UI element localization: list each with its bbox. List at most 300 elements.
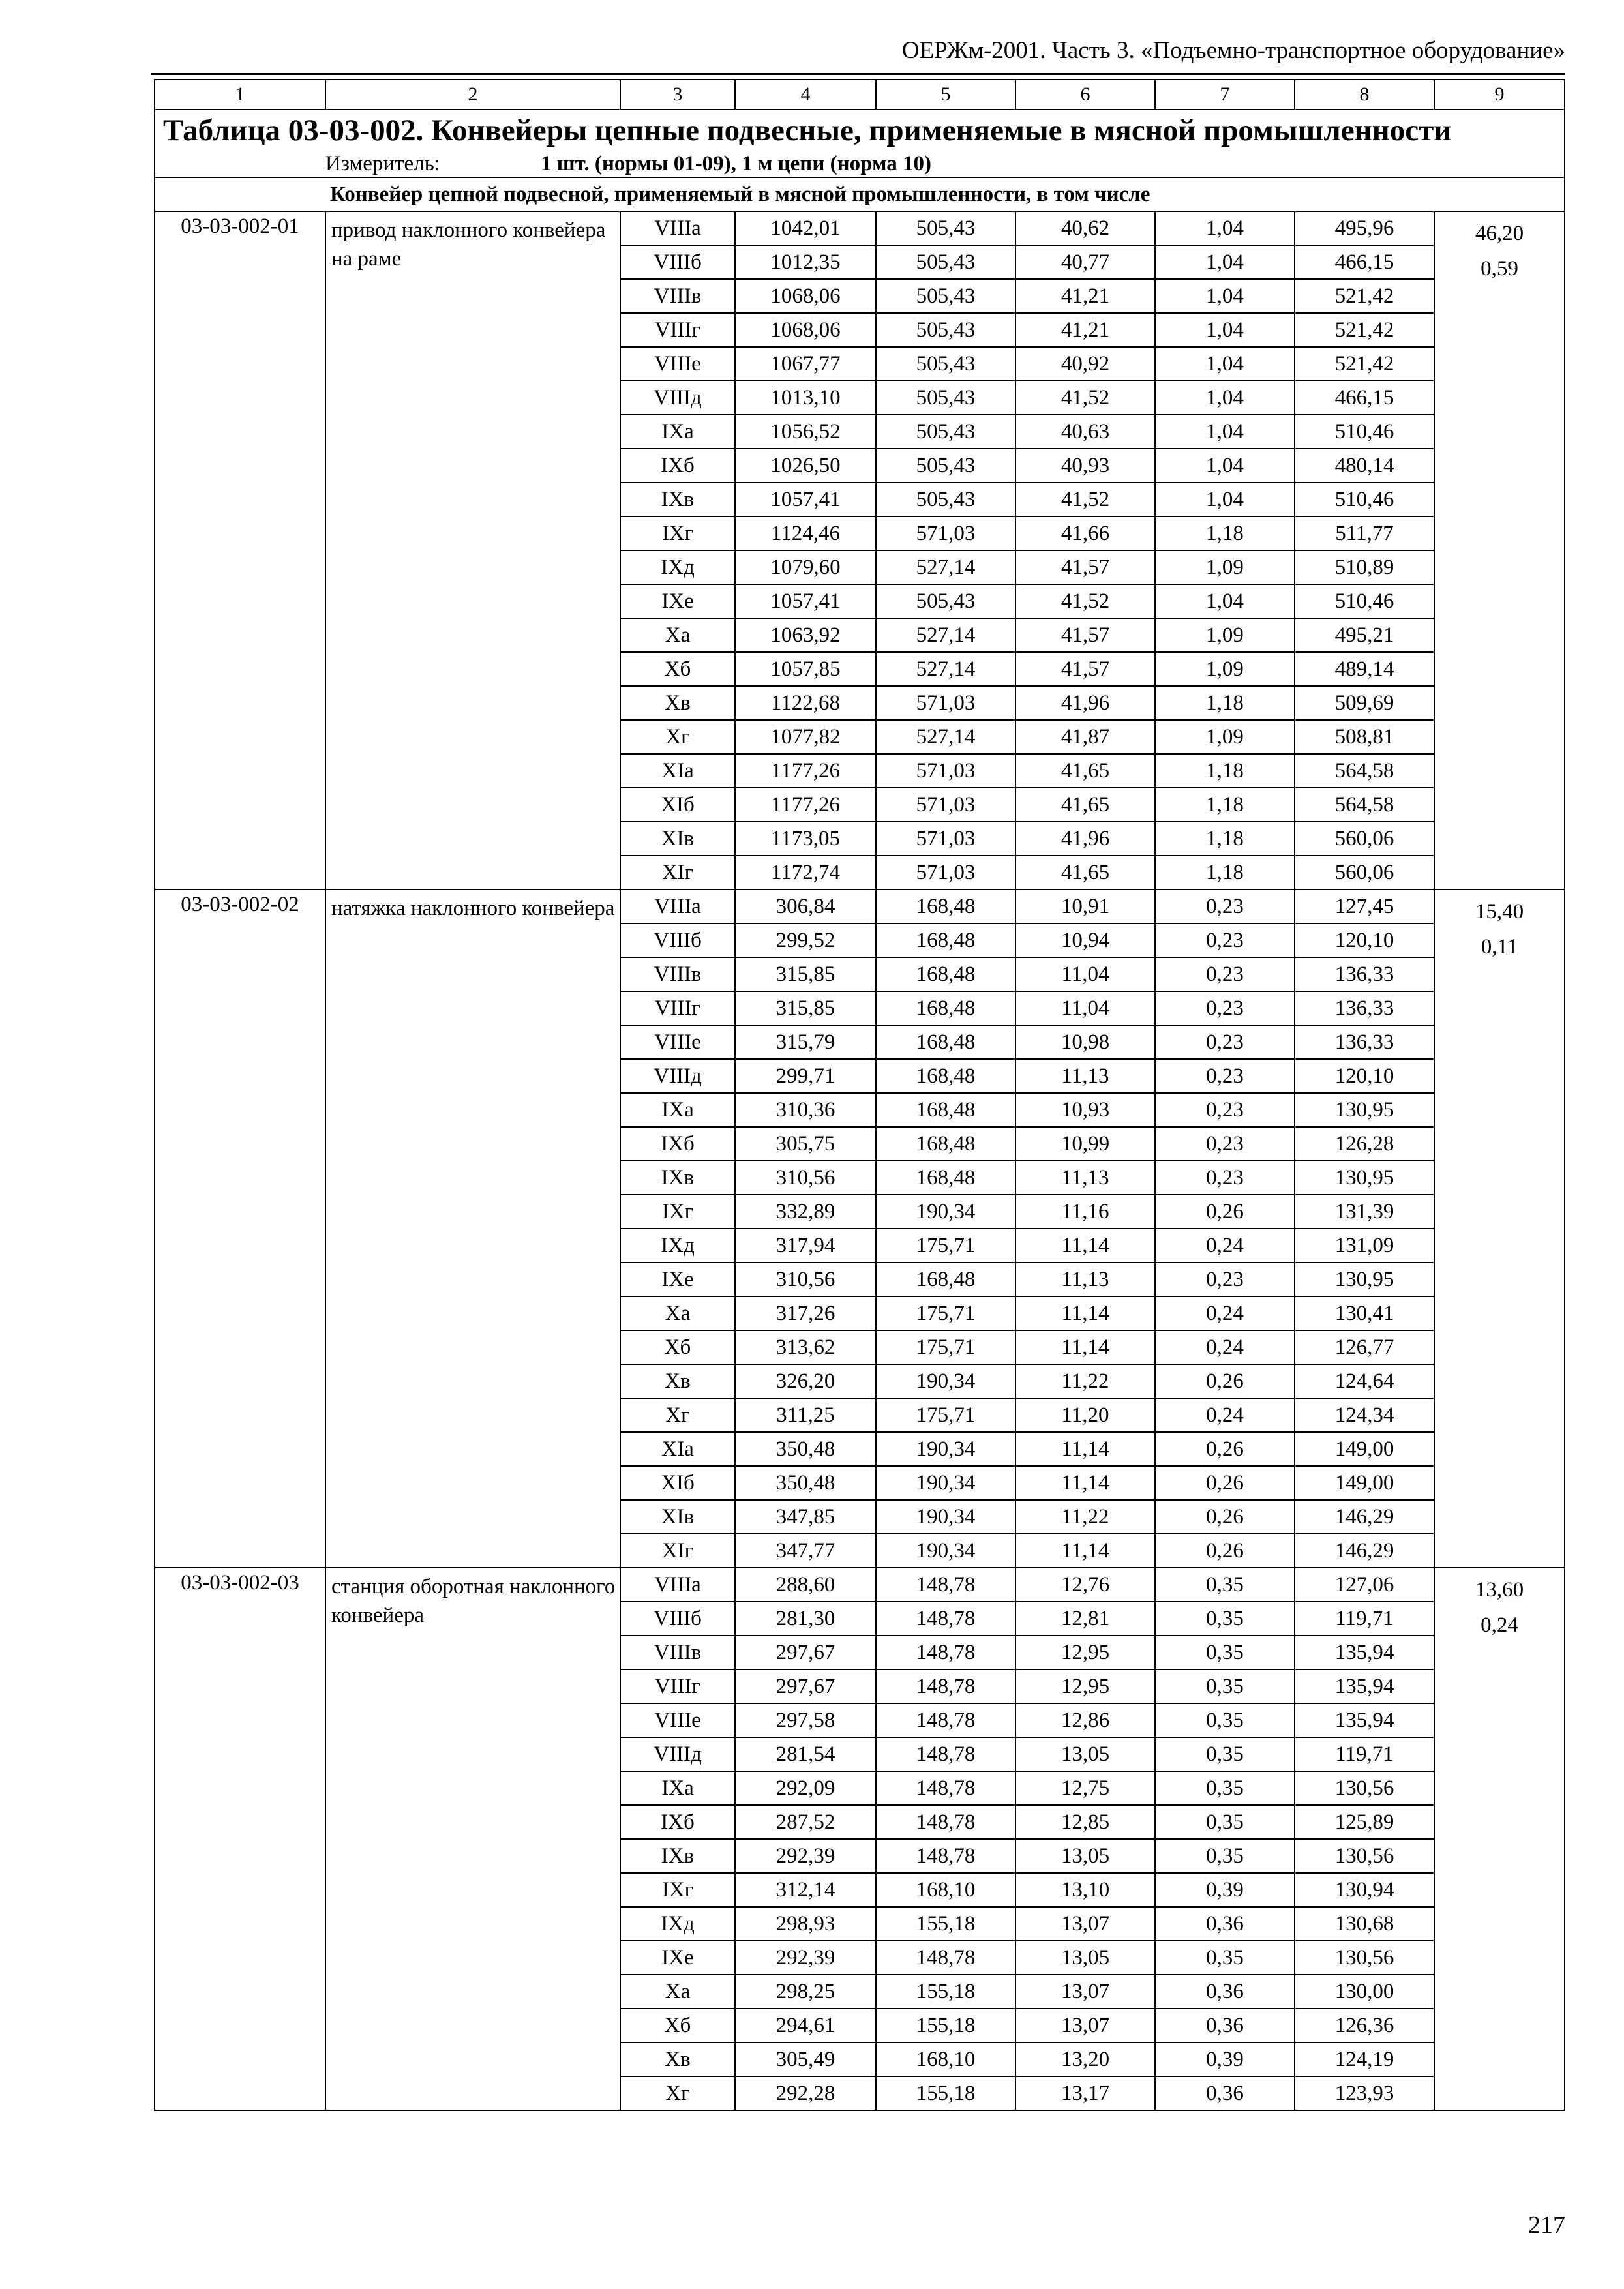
zone-cell: VIIIг [620, 313, 735, 347]
table-row [155, 1568, 1565, 1602]
value-col6: 11,04 [1015, 957, 1155, 991]
value-col7: 0,35 [1155, 1805, 1295, 1839]
zone-cell: IXв [620, 483, 735, 516]
value-col5: 148,78 [876, 1805, 1015, 1839]
header-rule [151, 73, 1565, 75]
value-col7: 0,23 [1155, 1161, 1295, 1195]
zone-cell: VIIIг [620, 1669, 735, 1703]
value-col4: 1042,01 [735, 211, 876, 245]
value-col6: 41,96 [1015, 686, 1155, 720]
value-col4: 1173,05 [735, 822, 876, 856]
value-col8: 510,46 [1295, 584, 1434, 618]
value-col8: 149,00 [1295, 1466, 1434, 1500]
value-col5: 148,78 [876, 1636, 1015, 1669]
value-col4: 298,25 [735, 1975, 876, 2009]
value-col4: 317,26 [735, 1296, 876, 1330]
value-col6: 40,62 [1015, 211, 1155, 245]
value-col6: 12,81 [1015, 1602, 1155, 1636]
value-col6: 41,52 [1015, 381, 1155, 415]
value-col7: 0,26 [1155, 1500, 1295, 1534]
value-col7: 0,35 [1155, 1839, 1295, 1873]
value-col4: 315,85 [735, 991, 876, 1025]
value-col4: 347,85 [735, 1500, 876, 1534]
zone-cell: XIв [620, 1500, 735, 1534]
zone-cell: IXд [620, 1229, 735, 1263]
value-col6: 12,85 [1015, 1805, 1155, 1839]
norm-name: привод наклонного конвейера на раме [325, 211, 620, 890]
value-col8: 126,36 [1295, 2009, 1434, 2042]
value-col8: 136,33 [1295, 1025, 1434, 1059]
value-col5: 168,10 [876, 1873, 1015, 1907]
value-col5: 168,48 [876, 890, 1015, 923]
value-col7: 1,04 [1155, 245, 1295, 279]
value-col8: 119,71 [1295, 1737, 1434, 1771]
zone-cell: Xб [620, 652, 735, 686]
value-col4: 1079,60 [735, 550, 876, 584]
value-col5: 148,78 [876, 1839, 1015, 1873]
zone-cell: VIIIе [620, 347, 735, 381]
value-col4: 1172,74 [735, 856, 876, 890]
value-col6: 13,05 [1015, 1839, 1155, 1873]
zone-cell: VIIIб [620, 923, 735, 957]
value-col4: 306,84 [735, 890, 876, 923]
value-col6: 13,17 [1015, 2076, 1155, 2110]
value-col8: 130,68 [1295, 1907, 1434, 1941]
column-number: 8 [1295, 80, 1434, 110]
value-col8: 135,94 [1295, 1669, 1434, 1703]
value-col4: 292,09 [735, 1771, 876, 1805]
value-col8: 508,81 [1295, 720, 1434, 754]
value-col7: 0,26 [1155, 1195, 1295, 1229]
zone-cell: VIIIв [620, 1636, 735, 1669]
value-col6: 12,75 [1015, 1771, 1155, 1805]
value-col7: 0,24 [1155, 1296, 1295, 1330]
page-header: ОЕРЖм-2001. Часть 3. «Подъемно-транспортное оборудование» [901, 37, 1565, 64]
value-col4: 297,67 [735, 1669, 876, 1703]
value-col4: 350,48 [735, 1466, 876, 1500]
zone-cell: VIIIе [620, 1703, 735, 1737]
value-col6: 11,14 [1015, 1466, 1155, 1500]
column-number: 6 [1015, 80, 1155, 110]
value-col5: 148,78 [876, 1602, 1015, 1636]
value-col5: 190,34 [876, 1432, 1015, 1466]
value-col4: 310,56 [735, 1161, 876, 1195]
zone-cell: VIIIд [620, 381, 735, 415]
value-col4: 1013,10 [735, 381, 876, 415]
value-col5: 571,03 [876, 516, 1015, 550]
value-col5: 527,14 [876, 618, 1015, 652]
value-col7: 1,04 [1155, 279, 1295, 313]
value-col4: 292,28 [735, 2076, 876, 2110]
value-col5: 190,34 [876, 1466, 1015, 1500]
value-col7: 0,35 [1155, 1602, 1295, 1636]
zone-cell: XIв [620, 822, 735, 856]
value-col6: 41,57 [1015, 550, 1155, 584]
value-col7: 0,35 [1155, 1771, 1295, 1805]
value-col5: 505,43 [876, 313, 1015, 347]
column-number: 5 [876, 80, 1015, 110]
zone-cell: XIг [620, 856, 735, 890]
value-col7: 0,26 [1155, 1466, 1295, 1500]
value-col8: 135,94 [1295, 1636, 1434, 1669]
value-col5: 148,78 [876, 1771, 1015, 1805]
value-col8: 521,42 [1295, 313, 1434, 347]
value-col8: 130,56 [1295, 1839, 1434, 1873]
value-col7: 0,23 [1155, 1025, 1295, 1059]
value-col8: 564,58 [1295, 754, 1434, 788]
value-col8: 466,15 [1295, 381, 1434, 415]
value-col7: 1,18 [1155, 856, 1295, 890]
value-col4: 297,58 [735, 1703, 876, 1737]
value-col4: 288,60 [735, 1568, 876, 1602]
zone-cell: VIIIа [620, 890, 735, 923]
value-col8: 466,15 [1295, 245, 1434, 279]
value-col7: 0,24 [1155, 1398, 1295, 1432]
value-col8: 130,00 [1295, 1975, 1434, 2009]
value-col4: 317,94 [735, 1229, 876, 1263]
value-col4: 332,89 [735, 1195, 876, 1229]
value-col4: 281,54 [735, 1737, 876, 1771]
value-col8: 136,33 [1295, 957, 1434, 991]
value-col5: 190,34 [876, 1534, 1015, 1568]
value-col7: 1,04 [1155, 313, 1295, 347]
value-col8: 130,56 [1295, 1941, 1434, 1975]
value-col8: 126,77 [1295, 1330, 1434, 1364]
value-col4: 292,39 [735, 1941, 876, 1975]
value-col7: 0,35 [1155, 1703, 1295, 1737]
value-col4: 350,48 [735, 1432, 876, 1466]
value-col5: 175,71 [876, 1296, 1015, 1330]
zone-cell: IXв [620, 1839, 735, 1873]
value-col8: 127,06 [1295, 1568, 1434, 1602]
value-col5: 175,71 [876, 1229, 1015, 1263]
value-col8: 495,21 [1295, 618, 1434, 652]
value-col8: 130,95 [1295, 1263, 1434, 1296]
value-col5: 505,43 [876, 381, 1015, 415]
value-col8: 127,45 [1295, 890, 1434, 923]
value-col9 [1434, 890, 1565, 1568]
value-col8: 120,10 [1295, 1059, 1434, 1093]
value-col4: 1012,35 [735, 245, 876, 279]
value-col8: 560,06 [1295, 822, 1434, 856]
value-col5: 168,48 [876, 1161, 1015, 1195]
zone-cell: IXг [620, 1873, 735, 1907]
zone-cell: VIIIб [620, 245, 735, 279]
value-col4: 326,20 [735, 1364, 876, 1398]
zone-cell: VIIIд [620, 1737, 735, 1771]
value-col4: 287,52 [735, 1805, 876, 1839]
zone-cell: Xб [620, 1330, 735, 1364]
value-col8: 130,94 [1295, 1873, 1434, 1907]
value-col7: 1,09 [1155, 720, 1295, 754]
value-col8: 124,19 [1295, 2042, 1434, 2076]
zone-cell: Xа [620, 1975, 735, 2009]
value-col7: 0,26 [1155, 1364, 1295, 1398]
value-col8: 521,42 [1295, 279, 1434, 313]
table-title: Таблица 03-03-002. Конвейеры цепные подвесные, применяемые в мясной промышленности [155, 110, 1565, 151]
section-heading: Конвейер цепной подвесной, применяемый в мясной промышленности, в том числе [155, 177, 1565, 211]
value-col7: 1,04 [1155, 381, 1295, 415]
value-col7: 1,09 [1155, 618, 1295, 652]
value-col4: 1063,92 [735, 618, 876, 652]
value-col4: 311,25 [735, 1398, 876, 1432]
value-col7: 0,35 [1155, 1636, 1295, 1669]
value-col4: 1068,06 [735, 313, 876, 347]
value-col4: 294,61 [735, 2009, 876, 2042]
col9-value: 0,24 [1481, 1613, 1518, 1637]
zone-cell: IXа [620, 415, 735, 449]
value-col7: 1,04 [1155, 483, 1295, 516]
zone-cell: IXе [620, 1263, 735, 1296]
value-col8: 120,10 [1295, 923, 1434, 957]
value-col8: 146,29 [1295, 1500, 1434, 1534]
value-col8: 135,94 [1295, 1703, 1434, 1737]
value-col4: 1177,26 [735, 754, 876, 788]
value-col7: 0,23 [1155, 991, 1295, 1025]
value-col5: 527,14 [876, 652, 1015, 686]
value-col8: 480,14 [1295, 449, 1434, 483]
value-col4: 1057,85 [735, 652, 876, 686]
value-col8: 119,71 [1295, 1602, 1434, 1636]
zone-cell: IXг [620, 516, 735, 550]
value-col5: 571,03 [876, 754, 1015, 788]
value-col4: 1077,82 [735, 720, 876, 754]
value-col5: 505,43 [876, 245, 1015, 279]
page-number: 217 [1528, 2211, 1565, 2239]
value-col5: 168,48 [876, 1263, 1015, 1296]
value-col8: 149,00 [1295, 1432, 1434, 1466]
zone-cell: IXб [620, 449, 735, 483]
value-col5: 527,14 [876, 550, 1015, 584]
value-col8: 124,64 [1295, 1364, 1434, 1398]
value-col8: 511,77 [1295, 516, 1434, 550]
zone-cell: Xг [620, 2076, 735, 2110]
value-col5: 505,43 [876, 449, 1015, 483]
zone-cell: XIа [620, 1432, 735, 1466]
value-col5: 505,43 [876, 347, 1015, 381]
value-col6: 41,66 [1015, 516, 1155, 550]
value-col8: 130,56 [1295, 1771, 1434, 1805]
value-col5: 148,78 [876, 1669, 1015, 1703]
table-row [155, 890, 1565, 923]
value-col7: 0,36 [1155, 2076, 1295, 2110]
value-col6: 11,13 [1015, 1059, 1155, 1093]
value-col7: 1,18 [1155, 516, 1295, 550]
value-col7: 1,04 [1155, 584, 1295, 618]
value-col6: 41,21 [1015, 313, 1155, 347]
value-col5: 505,43 [876, 483, 1015, 516]
value-col6: 12,86 [1015, 1703, 1155, 1737]
value-col5: 571,03 [876, 686, 1015, 720]
value-col6: 41,52 [1015, 483, 1155, 516]
value-col4: 298,93 [735, 1907, 876, 1941]
value-col8: 123,93 [1295, 2076, 1434, 2110]
zone-cell: Xг [620, 1398, 735, 1432]
value-col4: 299,71 [735, 1059, 876, 1093]
value-col4: 1057,41 [735, 483, 876, 516]
norm-name: натяжка наклонного конвейера [325, 890, 620, 1568]
col9-value: 13,60 [1475, 1578, 1524, 1602]
value-col5: 175,71 [876, 1398, 1015, 1432]
value-col7: 1,18 [1155, 788, 1295, 822]
value-col4: 299,52 [735, 923, 876, 957]
section-heading-row [155, 177, 1565, 211]
value-col8: 521,42 [1295, 347, 1434, 381]
value-col6: 13,10 [1015, 1873, 1155, 1907]
meter-cell [325, 151, 1565, 177]
value-col4: 347,77 [735, 1534, 876, 1568]
value-col6: 13,20 [1015, 2042, 1155, 2076]
col9-value: 15,40 [1475, 900, 1524, 923]
value-col6: 13,05 [1015, 1941, 1155, 1975]
value-col4: 305,49 [735, 2042, 876, 2076]
value-col7: 1,18 [1155, 686, 1295, 720]
value-col8: 124,34 [1295, 1398, 1434, 1432]
value-col5: 148,78 [876, 1737, 1015, 1771]
value-col5: 168,48 [876, 1127, 1015, 1161]
value-col5: 148,78 [876, 1568, 1015, 1602]
value-col8: 510,46 [1295, 483, 1434, 516]
value-col6: 11,14 [1015, 1330, 1155, 1364]
value-col4: 305,75 [735, 1127, 876, 1161]
value-col6: 10,94 [1015, 923, 1155, 957]
value-col6: 41,57 [1015, 618, 1155, 652]
value-col4: 292,39 [735, 1839, 876, 1873]
value-col8: 126,28 [1295, 1127, 1434, 1161]
value-col5: 168,48 [876, 991, 1015, 1025]
value-col7: 0,35 [1155, 1941, 1295, 1975]
value-col4: 1124,46 [735, 516, 876, 550]
value-col7: 0,39 [1155, 2042, 1295, 2076]
value-col6: 41,65 [1015, 754, 1155, 788]
zone-cell: VIIIв [620, 957, 735, 991]
value-col6: 13,05 [1015, 1737, 1155, 1771]
value-col5: 571,03 [876, 822, 1015, 856]
value-col4: 1057,41 [735, 584, 876, 618]
value-col5: 571,03 [876, 788, 1015, 822]
zone-cell: VIIIа [620, 1568, 735, 1602]
value-col4: 1122,68 [735, 686, 876, 720]
value-col4: 313,62 [735, 1330, 876, 1364]
value-col7: 1,09 [1155, 550, 1295, 584]
value-col8: 131,39 [1295, 1195, 1434, 1229]
value-col6: 11,14 [1015, 1534, 1155, 1568]
value-col6: 11,14 [1015, 1296, 1155, 1330]
zone-cell: Xб [620, 2009, 735, 2042]
value-col4: 315,79 [735, 1025, 876, 1059]
value-col7: 1,04 [1155, 415, 1295, 449]
value-col4: 1026,50 [735, 449, 876, 483]
value-col6: 11,14 [1015, 1229, 1155, 1263]
value-col6: 13,07 [1015, 1975, 1155, 2009]
value-col8: 564,58 [1295, 788, 1434, 822]
zone-cell: IXе [620, 584, 735, 618]
value-col4: 1068,06 [735, 279, 876, 313]
table-row [155, 211, 1565, 245]
zone-cell: XIг [620, 1534, 735, 1568]
col9-value: 0,59 [1481, 257, 1518, 280]
value-col8: 130,95 [1295, 1093, 1434, 1127]
value-col6: 11,04 [1015, 991, 1155, 1025]
value-col7: 1,04 [1155, 449, 1295, 483]
column-number: 1 [155, 80, 325, 110]
value-col5: 505,43 [876, 584, 1015, 618]
value-col6: 40,77 [1015, 245, 1155, 279]
value-col6: 11,16 [1015, 1195, 1155, 1229]
value-col6: 41,57 [1015, 652, 1155, 686]
value-col5: 155,18 [876, 1907, 1015, 1941]
value-col8: 495,96 [1295, 211, 1434, 245]
value-col7: 0,24 [1155, 1229, 1295, 1263]
value-col9 [1434, 1568, 1565, 2110]
value-col7: 0,35 [1155, 1737, 1295, 1771]
zone-cell: IXд [620, 550, 735, 584]
value-col7: 0,35 [1155, 1669, 1295, 1703]
value-col6: 12,95 [1015, 1669, 1155, 1703]
value-col7: 1,18 [1155, 822, 1295, 856]
value-col6: 41,52 [1015, 584, 1155, 618]
zone-cell: XIа [620, 754, 735, 788]
value-col7: 0,23 [1155, 1263, 1295, 1296]
value-col6: 10,98 [1015, 1025, 1155, 1059]
value-col7: 0,26 [1155, 1534, 1295, 1568]
value-col8: 130,41 [1295, 1296, 1434, 1330]
column-number: 4 [735, 80, 876, 110]
value-col7: 0,35 [1155, 1568, 1295, 1602]
value-col4: 312,14 [735, 1873, 876, 1907]
value-col8: 489,14 [1295, 652, 1434, 686]
zone-cell: IXб [620, 1805, 735, 1839]
value-col4: 1056,52 [735, 415, 876, 449]
value-col8: 131,09 [1295, 1229, 1434, 1263]
value-col7: 1,04 [1155, 347, 1295, 381]
value-col8: 510,89 [1295, 550, 1434, 584]
zone-cell: Xв [620, 686, 735, 720]
value-col7: 0,23 [1155, 1059, 1295, 1093]
norm-table [154, 79, 1565, 2111]
zone-cell: VIIIб [620, 1602, 735, 1636]
value-col4: 310,36 [735, 1093, 876, 1127]
value-col6: 41,65 [1015, 788, 1155, 822]
zone-cell: IXе [620, 1941, 735, 1975]
zone-cell: IXа [620, 1093, 735, 1127]
value-col8: 130,95 [1295, 1161, 1434, 1195]
value-col6: 10,91 [1015, 890, 1155, 923]
value-col6: 41,96 [1015, 822, 1155, 856]
col9-value: 0,11 [1481, 935, 1518, 959]
value-col4: 297,67 [735, 1636, 876, 1669]
value-col9 [1434, 211, 1565, 890]
column-number: 9 [1434, 80, 1565, 110]
value-col6: 40,92 [1015, 347, 1155, 381]
norm-code: 03-03-002-02 [155, 890, 325, 1568]
value-col8: 510,46 [1295, 415, 1434, 449]
zone-cell: IXд [620, 1907, 735, 1941]
value-col4: 1067,77 [735, 347, 876, 381]
value-col5: 190,34 [876, 1364, 1015, 1398]
value-col4: 1177,26 [735, 788, 876, 822]
value-col7: 0,36 [1155, 1907, 1295, 1941]
value-col8: 509,69 [1295, 686, 1434, 720]
zone-cell: VIIIг [620, 991, 735, 1025]
zone-cell: VIIIв [620, 279, 735, 313]
zone-cell: XIб [620, 788, 735, 822]
value-col5: 527,14 [876, 720, 1015, 754]
zone-cell: XIб [620, 1466, 735, 1500]
value-col6: 10,93 [1015, 1093, 1155, 1127]
value-col5: 148,78 [876, 1941, 1015, 1975]
value-col5: 505,43 [876, 279, 1015, 313]
